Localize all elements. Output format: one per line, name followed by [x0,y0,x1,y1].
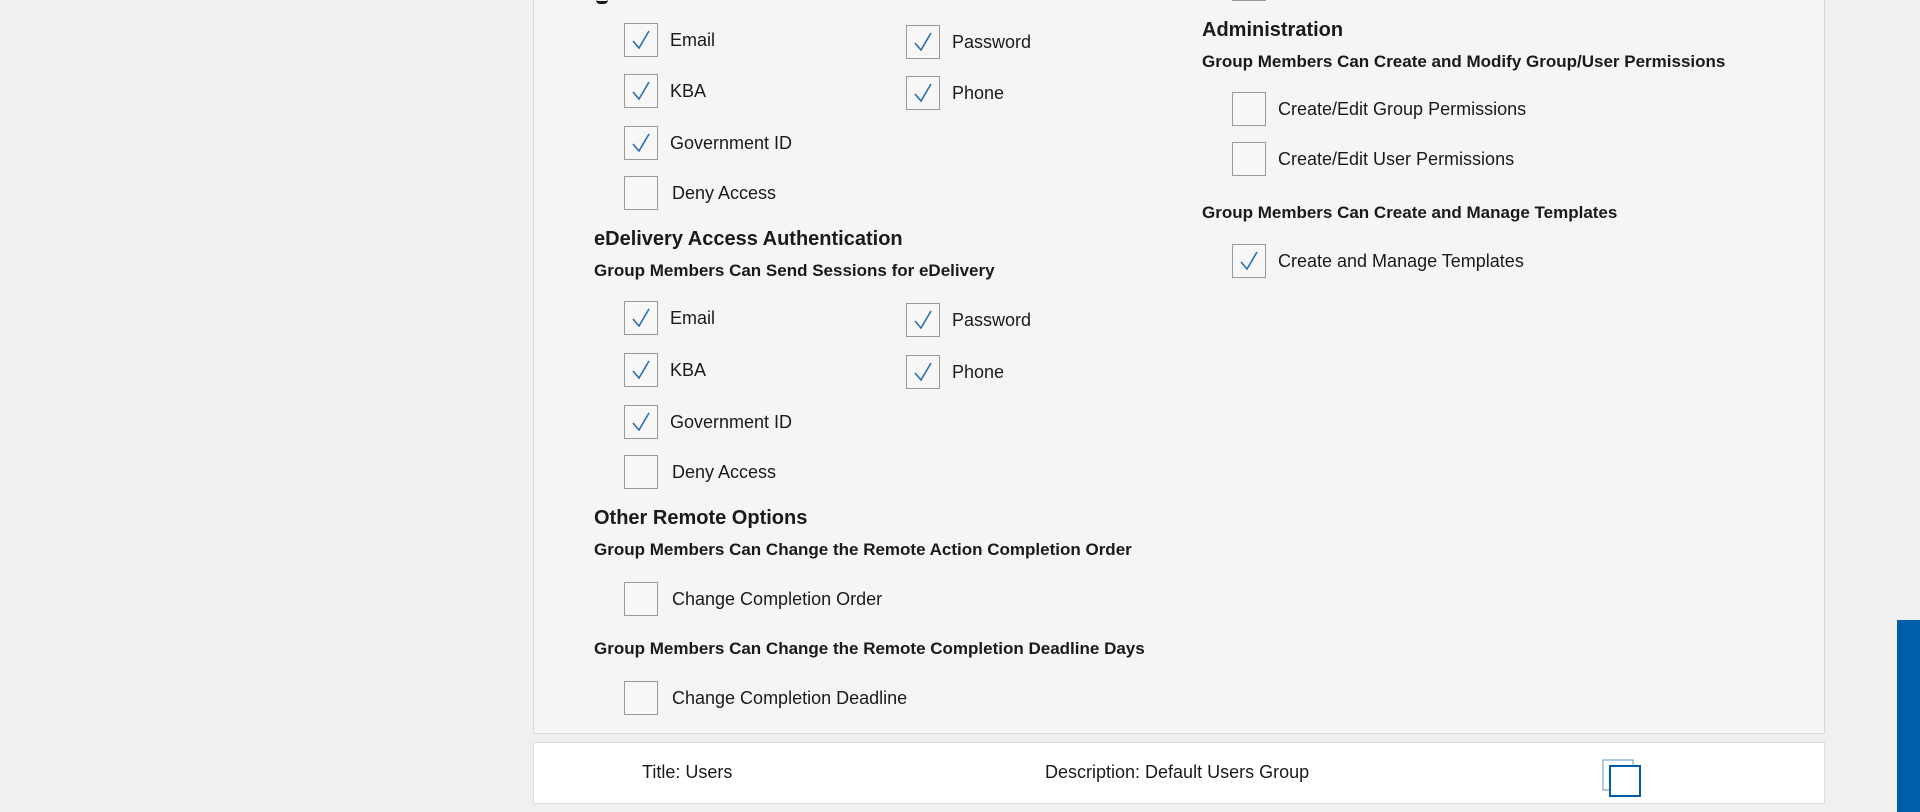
auth-email-checkbox[interactable] [624,23,658,57]
checkmark-icon [630,80,652,102]
auth-deny-access-checkbox[interactable] [624,176,658,210]
deadline-subheading: Group Members Can Change the Remote Completion Deadline Days [594,639,1145,658]
completion-order-subheading: Group Members Can Change the Remote Action Completion Order [594,540,1132,559]
administration-heading: Administration [1202,19,1344,41]
auth-password-option[interactable] [906,24,1031,60]
edelivery-government-id-label: Government ID [670,411,793,432]
manage-templates-option[interactable] [1232,243,1524,279]
user-permissions-option[interactable] [1232,141,1514,177]
checkmark-icon [630,29,652,51]
edelivery-password-label: Password [952,309,1032,330]
change-completion-order-label: Change Completion Order [672,588,883,609]
checkmark-icon [912,361,934,383]
edelivery-kba-label: KBA [670,359,707,380]
auth-deny-access-option[interactable] [624,175,776,211]
change-completion-order-option[interactable] [624,581,882,617]
auth-password-label: Password [952,31,1032,52]
auth-kba-label: KBA [670,80,707,101]
edelivery-deny-access-checkbox[interactable] [624,455,658,489]
auth-email-label: Email [670,29,716,50]
change-completion-deadline-option[interactable] [624,680,907,716]
templates-subheading: Group Members Can Create and Manage Templates [1202,203,1618,222]
manage-templates-checkbox[interactable] [1232,244,1266,278]
edelivery-email-label: Email [670,307,716,328]
checkmark-icon [630,411,652,433]
group-summary-bar [533,742,1825,804]
manage-templates-label: Create and Manage Templates [1278,250,1524,271]
checkmark-icon [912,82,934,104]
permissions-subheading: Group Members Can Create and Modify Group/User Permissions [1202,52,1726,71]
auth-phone-label: Phone [952,82,1005,103]
edelivery-deny-access-option[interactable] [624,454,776,490]
copy-icon[interactable] [1602,759,1642,797]
scrollbar-thumb[interactable] [1897,620,1920,812]
auth-government-id-option[interactable] [624,125,792,161]
edelivery-government-id-checkbox[interactable] [624,405,658,439]
clipped-checkbox[interactable] [1232,0,1266,1]
edelivery-phone-label: Phone [952,361,1005,382]
edelivery-password-option[interactable] [906,302,1031,338]
checkmark-icon [912,309,934,331]
checkmark-icon [630,307,652,329]
edelivery-email-option[interactable] [624,300,715,336]
edelivery-kba-option[interactable] [624,352,706,388]
group-title: Title: Users [642,762,733,782]
auth-government-id-checkbox[interactable] [624,126,658,160]
auth-deny-access-label: Deny Access [672,182,777,203]
edelivery-phone-option[interactable] [906,354,1004,390]
group-permissions-option[interactable] [1232,91,1526,127]
checkmark-icon [630,132,652,154]
auth-password-checkbox[interactable] [906,25,940,59]
edelivery-subheading: Group Members Can Send Sessions for eDelivery [594,261,995,280]
permissions-panel [533,0,1825,734]
checkmark-icon [1238,250,1260,272]
edelivery-email-checkbox[interactable] [624,301,658,335]
user-permissions-checkbox[interactable] [1232,142,1266,176]
change-completion-deadline-label: Change Completion Deadline [672,687,908,708]
auth-kba-checkbox[interactable] [624,74,658,108]
edelivery-phone-checkbox[interactable] [906,355,940,389]
auth-kba-option[interactable] [624,73,706,109]
other-remote-heading: Other Remote Options [594,507,808,529]
edelivery-kba-checkbox[interactable] [624,353,658,387]
group-description: Description: Default Users Group [1045,762,1310,782]
change-completion-deadline-checkbox[interactable] [624,681,658,715]
checkmark-icon [630,359,652,381]
clipped-heading-fragment [596,0,608,4]
checkmark-icon [912,31,934,53]
user-permissions-label: Create/Edit User Permissions [1278,148,1515,169]
edelivery-password-checkbox[interactable] [906,303,940,337]
auth-phone-checkbox[interactable] [906,76,940,110]
auth-email-option[interactable] [624,22,715,58]
auth-government-id-label: Government ID [670,132,793,153]
edelivery-government-id-option[interactable] [624,404,792,440]
group-permissions-checkbox[interactable] [1232,92,1266,126]
auth-phone-option[interactable] [906,75,1004,111]
change-completion-order-checkbox[interactable] [624,582,658,616]
group-permissions-label: Create/Edit Group Permissions [1278,98,1527,119]
edelivery-heading: eDelivery Access Authentication [594,228,903,250]
edelivery-deny-access-label: Deny Access [672,461,777,482]
